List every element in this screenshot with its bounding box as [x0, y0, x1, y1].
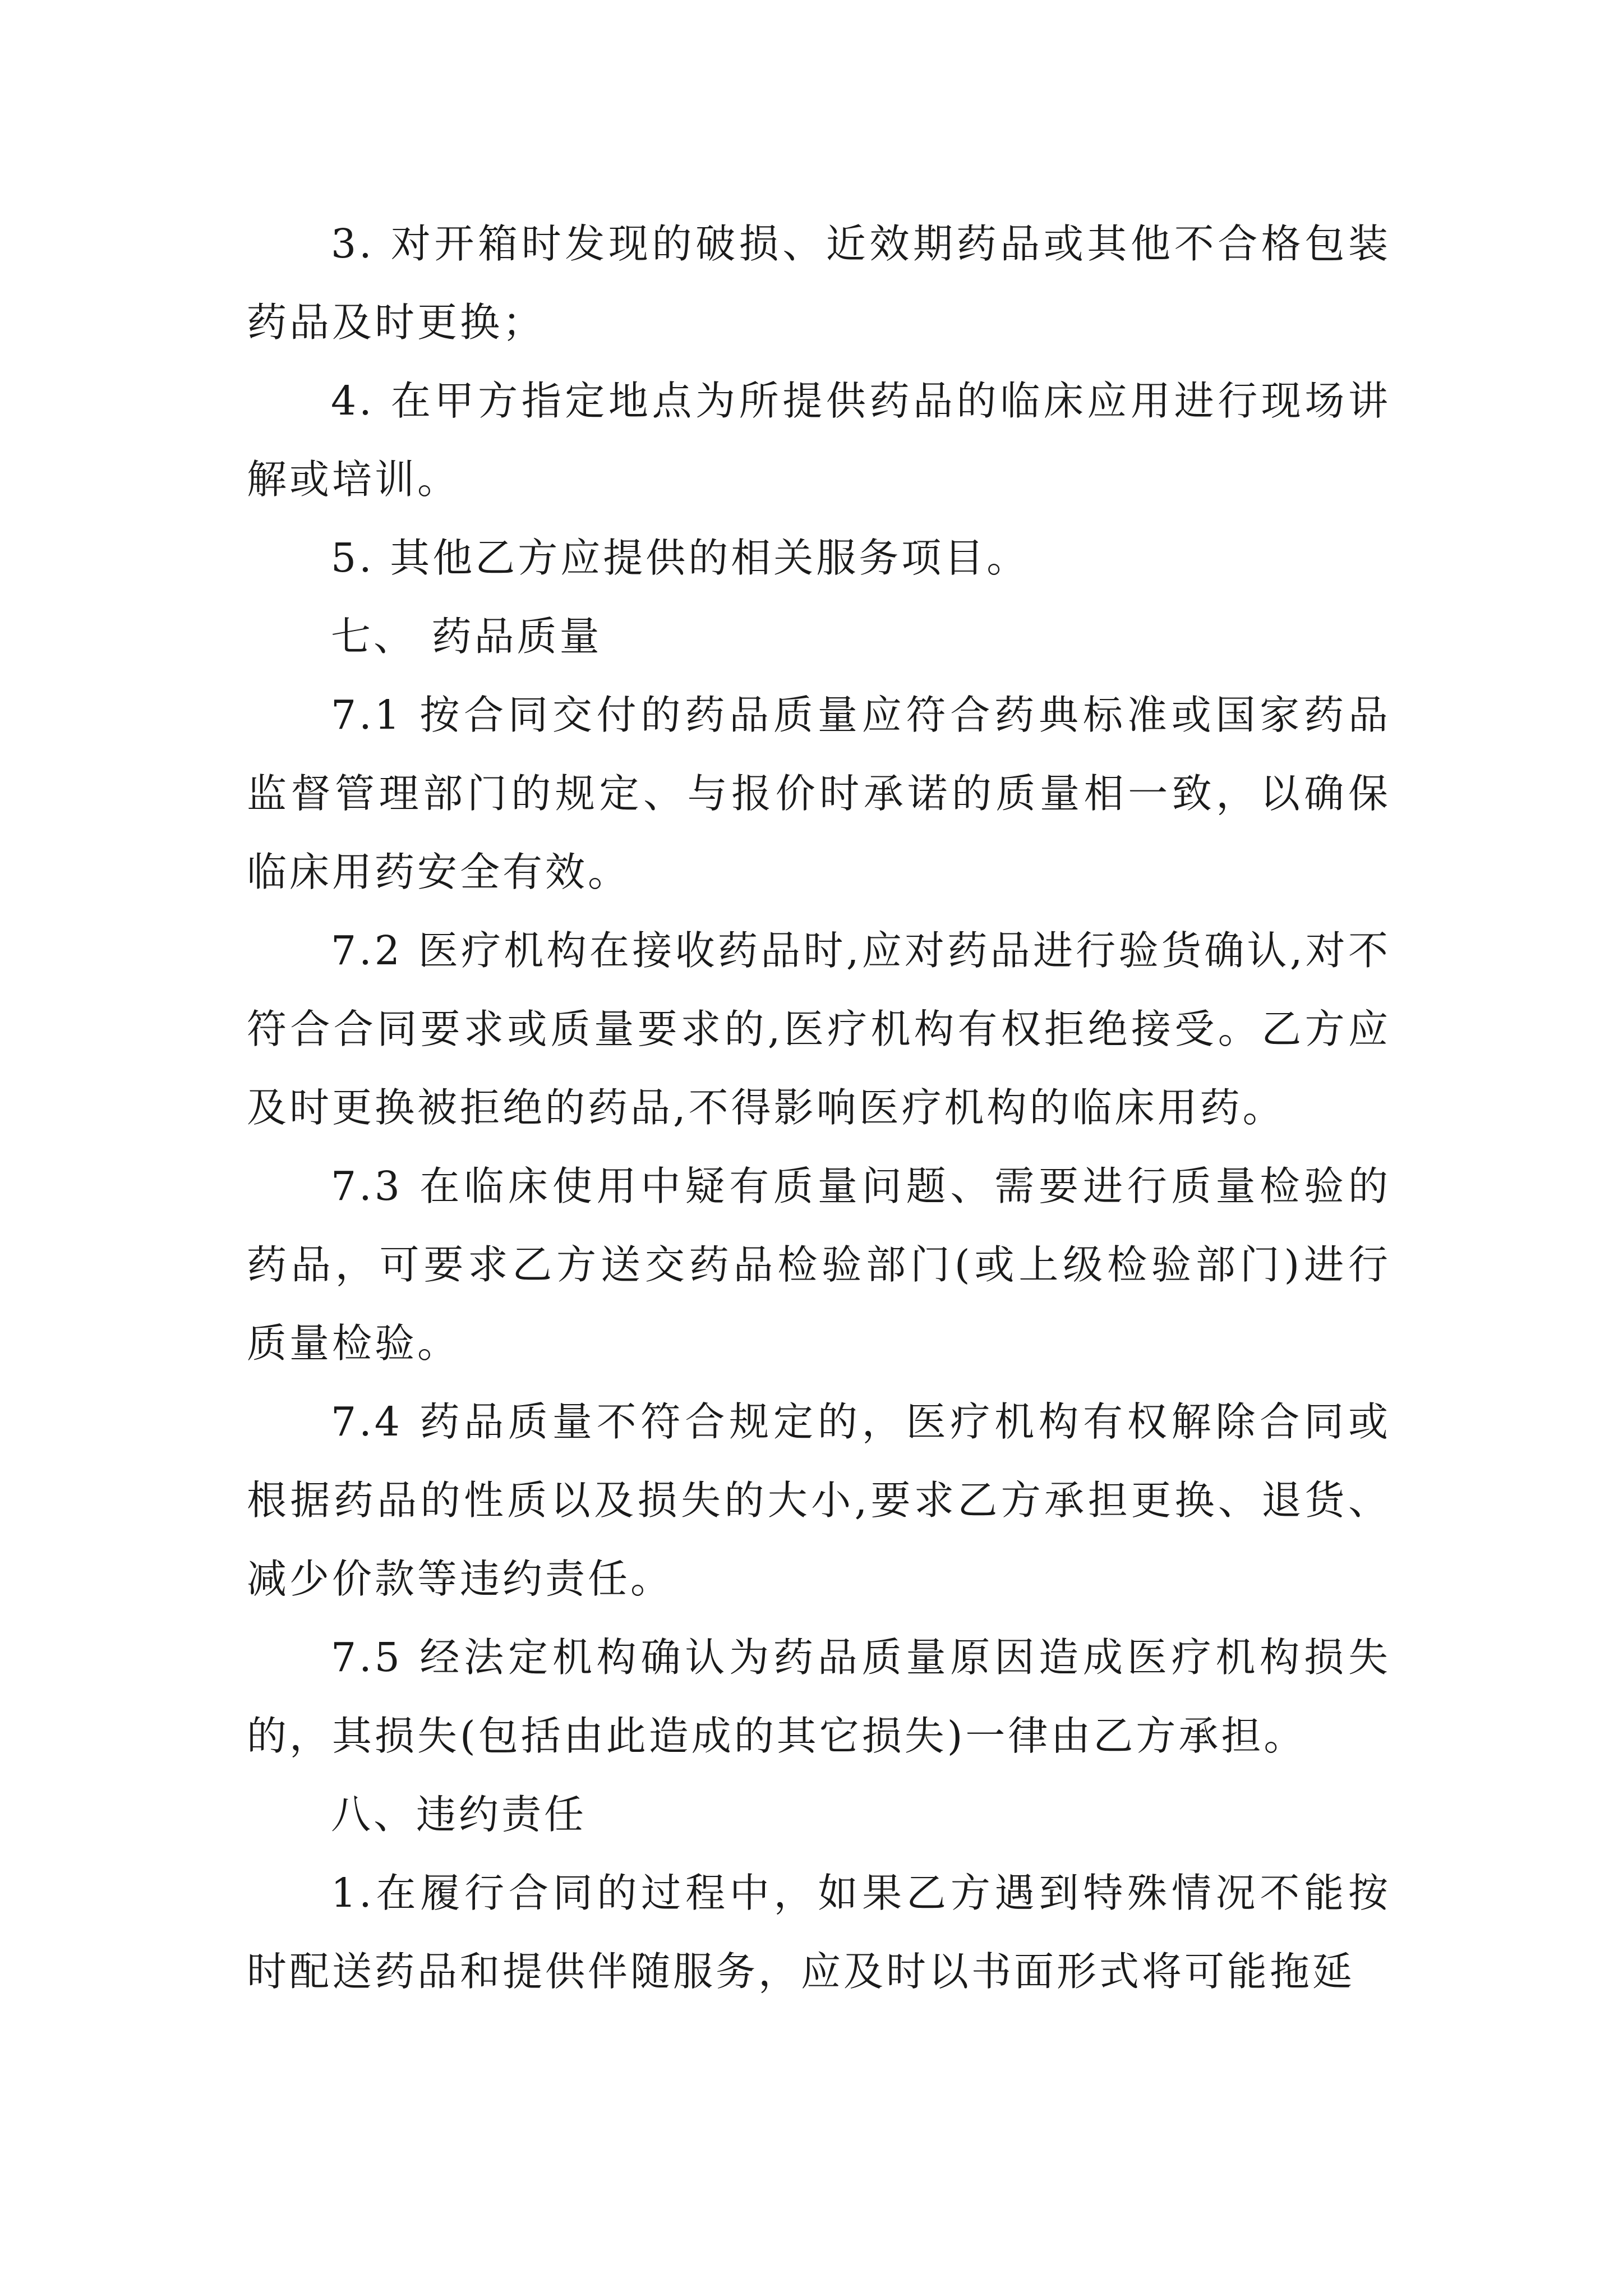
clause-7-3: 7.3 在临床使用中疑有质量问题、需要进行质量检验的药品，可要求乙方送交药品检验部门(或上级检验部门)进行质量检验。 — [247, 1163, 1391, 1366]
clause-7-5: 7.5 经法定机构确认为药品质量原因造成医疗机构损失的，其损失(包括由此造成的其它损失)一律由乙方承担。 — [247, 1634, 1391, 1759]
section-8-heading: 八、违约责任 — [331, 1791, 587, 1838]
clause-3-replacement: 3. 对开箱时发现的破损、近效期药品或其他不合格包装药品及时更换； — [247, 220, 1391, 346]
section-7-heading: 七、 药品质量 — [331, 613, 602, 660]
clause-7-1: 7.1 按合同交付的药品质量应符合药典标准或国家药品监督管理部门的规定、与报价时承诺的质量相一致，以确保临床用药安全有效。 — [247, 692, 1391, 895]
document-body — [247, 205, 1391, 2011]
clause-8-1: 1.在履行合同的过程中，如果乙方遇到特殊情况不能按时配送药品和提供伴随服务，应及时以书面形式将可能拖延 — [247, 1870, 1391, 1995]
clause-4-training: 4. 在甲方指定地点为所提供药品的临床应用进行现场讲解或培训。 — [247, 378, 1391, 503]
clause-7-2: 7.2 医疗机构在接收药品时,应对药品进行验货确认,对不符合合同要求或质量要求的,医疗机构有权拒绝接受。乙方应及时更换被拒绝的药品,不得影响医疗机构的临床用药。 — [247, 927, 1391, 1131]
clause-7-4: 7.4 药品质量不符合规定的，医疗机构有权解除合同或根据药品的性质以及损失的大小,要求乙方承担更换、退货、减少价款等违约责任。 — [247, 1398, 1391, 1602]
clause-5-other-services: 5. 其他乙方应提供的相关服务项目。 — [331, 535, 1030, 581]
